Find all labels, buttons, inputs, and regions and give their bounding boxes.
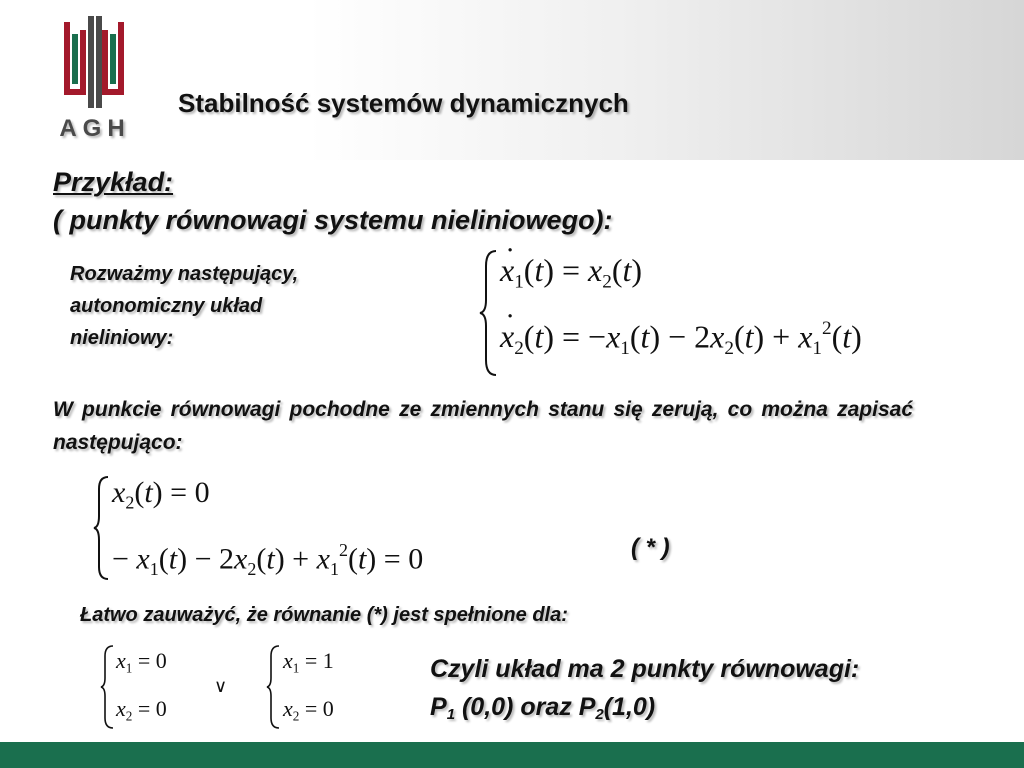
intro-line-3: nieliniowy: — [70, 327, 174, 349]
example-label: Przykład: — [53, 167, 174, 197]
conclusion-line-2 — [430, 688, 859, 734]
equilibrium-brace — [92, 474, 112, 582]
equilibrium-equation-2: − $x_1(t) - 2x_2(t) + x_1^2(t) = 0$ — [112, 540, 424, 579]
p1-prefix: P — [430, 693, 447, 721]
conclusion-line-1: Czyli układ ma 2 punkty równowagi: — [430, 655, 860, 683]
agh-logo-text: AGH — [59, 115, 131, 142]
logical-or-symbol: ∨ — [214, 676, 228, 697]
solution-1-x1: $x_1 = 0$ — [116, 648, 167, 676]
header-band — [0, 0, 1024, 160]
p2-subscript: 2 — [595, 705, 604, 723]
intro-text — [70, 258, 430, 354]
p1-subscript: 1 — [446, 705, 456, 723]
ode-equation-2: ˙ $x_2(t) = -x_1(t) - 2x_2(t) + x_1^2(t)$ — [500, 318, 862, 360]
p2-coords: (1,0) — [603, 693, 656, 721]
solution-1-brace — [100, 644, 116, 730]
solution-2-x2: $x_2 = 0$ — [283, 696, 334, 724]
equilibrium-equation-1: $x_2(t) = 0$ — [112, 476, 210, 513]
footer-band — [0, 742, 1024, 768]
solution-2-x1: $x_1 = 1$ — [283, 648, 334, 676]
example-heading — [53, 163, 613, 239]
slide-title: Stabilność systemów dynamicznych — [178, 88, 629, 118]
agh-logo — [55, 12, 135, 142]
equilibrium-paragraph: W punkcie równowagi pochodne ze zmiennych stanu się zerują, co można zapisać następująco: — [53, 398, 913, 454]
example-subtitle: ( punkty równowagi systemu nieliniowego): — [53, 205, 613, 235]
equation-label: ( * ) — [631, 534, 670, 561]
solution-2-brace — [266, 644, 282, 730]
conclusion — [430, 650, 859, 734]
p2-prefix: P — [578, 693, 596, 721]
intro-line-1: Rozważmy następujący, — [70, 263, 299, 285]
system-brace — [478, 248, 500, 378]
solution-note: Łatwo zauważyć, że równanie (*) jest spełnione dla: — [80, 604, 568, 626]
intro-line-2: autonomiczny układ — [70, 295, 263, 317]
ode-equation-1: ˙ $x_1(t) = x_2(t)$ — [500, 252, 642, 294]
solution-1-x2: $x_2 = 0$ — [116, 696, 167, 724]
p1-coords: (0,0) oraz — [455, 693, 579, 721]
agh-logo-icon — [61, 12, 127, 112]
